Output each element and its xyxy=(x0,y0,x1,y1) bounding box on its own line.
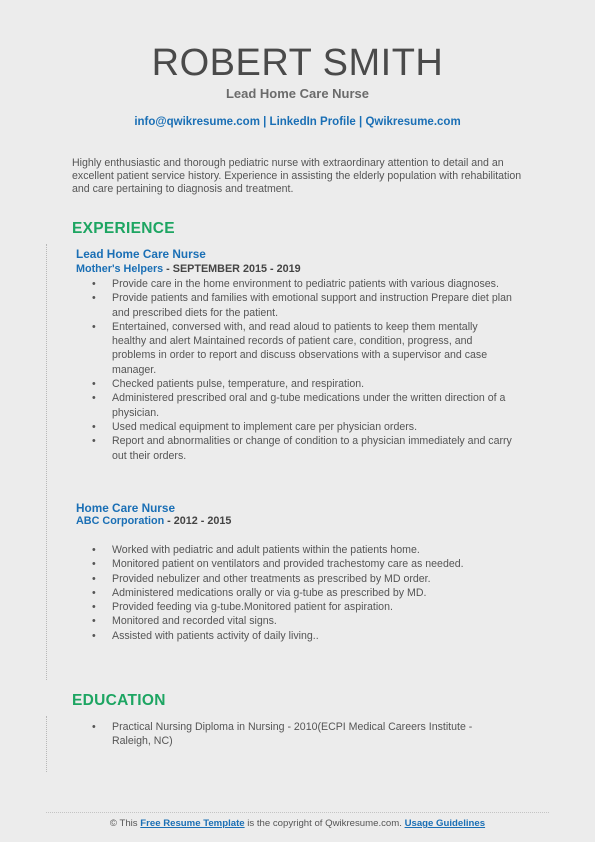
usage-guidelines-link[interactable]: Usage Guidelines xyxy=(404,818,486,829)
list-item: • Provided feeding via g-tube.Monitored patient for aspiration. xyxy=(92,600,512,614)
email-link[interactable]: info@qwikresume.com xyxy=(134,116,260,128)
list-item: • Assisted with patients activity of daily living.. xyxy=(92,629,512,643)
education-bullet-list xyxy=(92,720,512,749)
list-item: • Entertained, conversed with, and read aloud to patients to keep them mentally healthy and alert Maintained records of patient care, condition, progress, and problems in order to report and discuss observations with a supervisor and case manager. xyxy=(92,320,512,377)
candidate-name: ROBERT SMITH xyxy=(151,42,444,84)
list-item: • Monitored and recorded vital signs. xyxy=(92,614,512,628)
list-item: • Administered prescribed oral and g-tube medications under the written direction of a physician. xyxy=(92,391,512,420)
job-company: ABC Corporation xyxy=(76,515,165,527)
footer-divider xyxy=(46,812,549,813)
contact-separator: | xyxy=(263,116,267,128)
section-rail xyxy=(46,244,47,680)
list-item: • Checked patients pulse, temperature, and respiration. xyxy=(92,377,512,391)
experience-heading: EXPERIENCE xyxy=(72,220,175,237)
footer-prefix: © This xyxy=(109,818,141,829)
website-link[interactable]: Qwikresume.com xyxy=(365,116,461,128)
job-company: Mother's Helpers xyxy=(76,263,164,275)
section-rail xyxy=(46,716,47,772)
list-item: • Administered medications orally or via g-tube as prescribed by MD. xyxy=(92,586,512,600)
list-item: • Practical Nursing Diploma in Nursing - 2010(ECPI Medical Careers Institute - Raleigh, NC) xyxy=(92,720,512,749)
list-item: • Provide patients and families with emotional support and instruction Prepare diet plan and prescribed diets for the patient. xyxy=(92,291,512,320)
profile-summary: Highly enthusiastic and thorough pediatric nurse with extraordinary attention to detail and an excellent patient service history. Experience in assisting the elderly population with rehabilitation and care pertaining to diagnosis and treatment. xyxy=(72,157,522,196)
footer xyxy=(0,818,595,829)
job-title: Lead Home Care Nurse xyxy=(76,247,206,261)
list-item: • Monitored patient on ventilators and provided trachestomy care as needed. xyxy=(92,557,512,571)
footer-copyright: is the copyright of Qwikresume.com. xyxy=(244,818,405,829)
job-company-dates xyxy=(76,515,231,527)
free-resume-template-link[interactable]: Free Resume Template xyxy=(140,818,245,829)
job-dates: - 2012 - 2015 xyxy=(164,515,232,527)
candidate-title: Lead Home Care Nurse xyxy=(225,86,370,101)
list-item: • Report and abnormalities or change of condition to a physician immediately and carry out their orders. xyxy=(92,434,512,463)
list-item: • Provided nebulizer and other treatments as prescribed by MD order. xyxy=(92,572,512,586)
job-title: Home Care Nurse xyxy=(76,501,176,515)
list-item: • Worked with pediatric and adult patients within the patients home. xyxy=(92,543,512,557)
contact-separator: | xyxy=(359,116,363,128)
contact-line xyxy=(0,116,595,128)
list-item: • Used medical equipment to implement care per physician orders. xyxy=(92,420,512,434)
linkedin-link[interactable]: LinkedIn Profile xyxy=(269,116,356,128)
job-bullet-list xyxy=(92,277,512,463)
job-company-dates xyxy=(76,263,301,275)
education-heading: EDUCATION xyxy=(72,692,166,709)
job-bullet-list xyxy=(92,543,512,643)
list-item: • Provide care in the home environment to pediatric patients with various diagnoses. xyxy=(92,277,512,291)
job-dates: - SEPTEMBER 2015 - 2019 xyxy=(163,263,301,275)
